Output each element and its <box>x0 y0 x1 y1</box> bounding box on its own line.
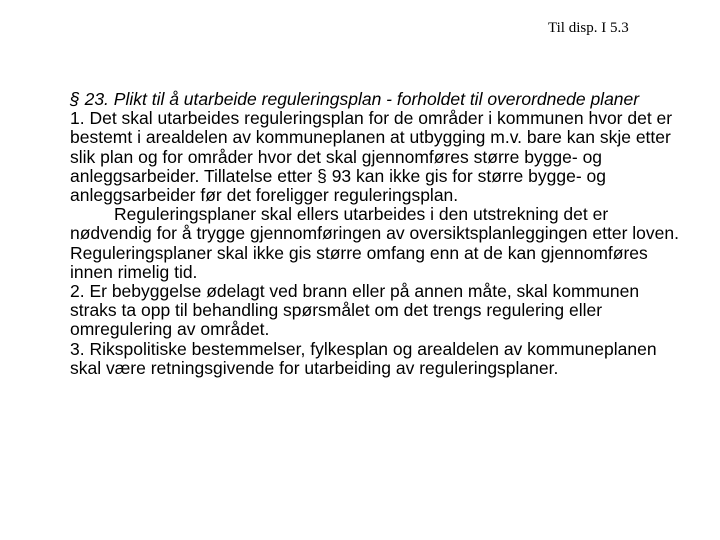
paragraph-3: 3. Rikspolitiske bestemmelser, fylkesplan og arealdelen av kommuneplanen skal være retningsgivende for utarbeiding av reguleringsplaner. <box>70 338 657 378</box>
slide-reference: Til disp. I 5.3 <box>548 20 629 36</box>
paragraph-1: 1. Det skal utarbeides reguleringsplan for de områder i kommunen hvor det er bestemt i arealdelen av kommuneplanen at utbygging m.v. bare kan skje etter slik plan og for områder hvor det skal gjennomføres større bygge- og anleggsarbeider. Tillatelse etter § 93 kan ikke gis for større bygge- og anleggsarbeider før det foreligger reguleringsplan. <box>70 108 673 206</box>
paragraph-2: 2. Er bebyggelse ødelagt ved brann eller på annen måte, skal kommunen straks ta opp til behandling spørsmålet om det trengs regulering eller omregulering av området. <box>70 281 640 340</box>
paragraph-1-continued: Reguleringsplaner skal ellers utarbeides i den utstrekning det er nødvendig for å trygge gjennomføringen av oversiktsplanleggingen etter loven. Reguleringsplaner skal ikke gis større omfang enn at de kan gjennomføres innen rimelig tid. <box>70 204 679 282</box>
document-body <box>70 90 690 378</box>
section-title: § 23. Plikt til å utarbeide reguleringsplan - forholdet til overordnede planer <box>70 89 640 109</box>
